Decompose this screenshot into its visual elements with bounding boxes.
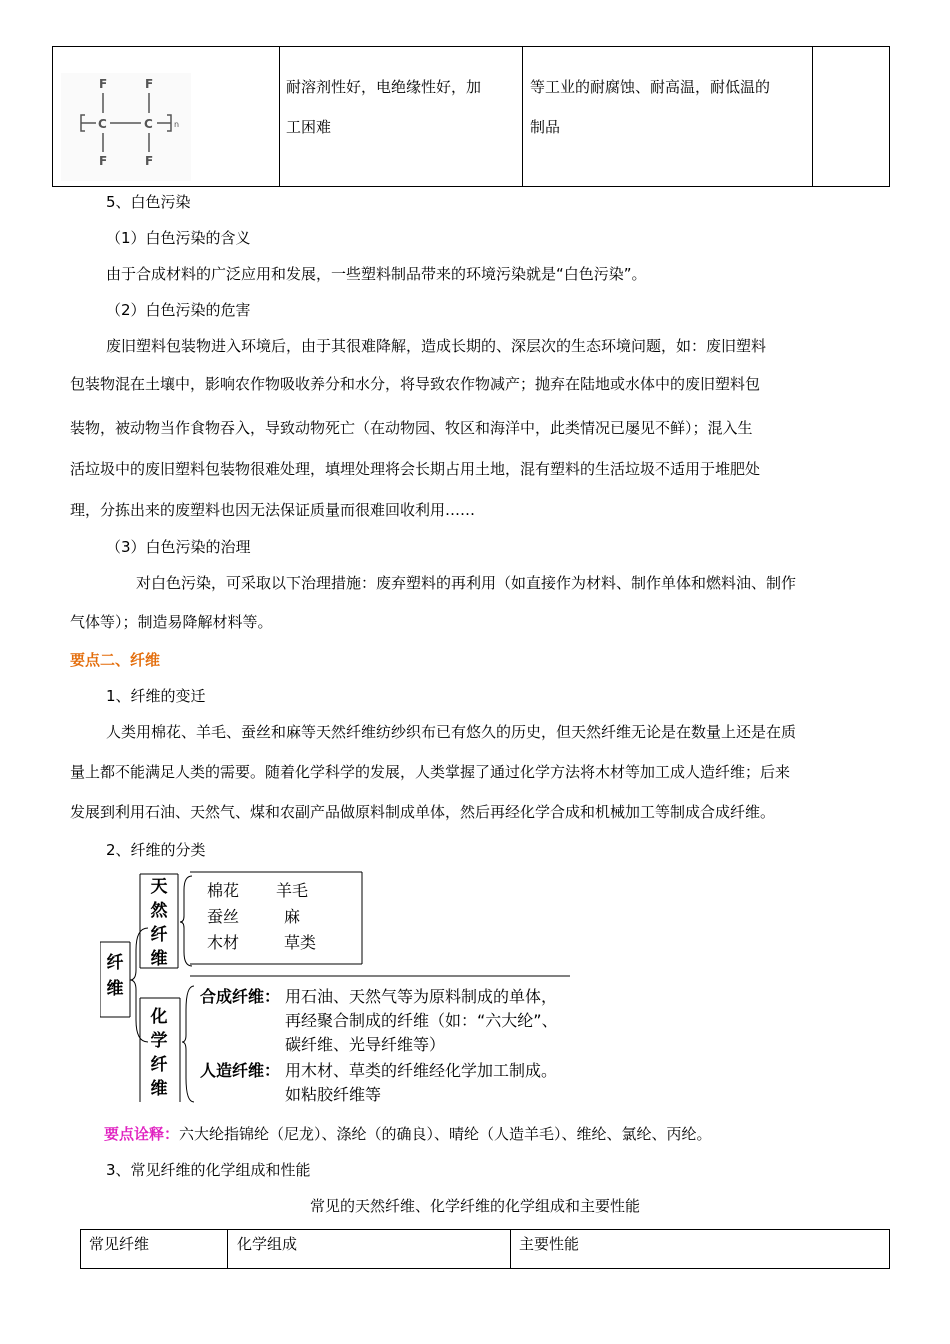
natural-item-1b: 羊毛: [276, 881, 309, 900]
fiber-table: [80, 1229, 890, 1269]
chemical-char-2: 学: [150, 1031, 168, 1051]
section5-p2-line-5: 理，分拣出来的废塑料也因无法保证质量而很难回收利用……: [70, 501, 476, 519]
atom-c-right: C: [144, 117, 153, 131]
natural-item-3a: 木材: [207, 933, 240, 952]
root-char-2: 维: [106, 979, 124, 999]
note-text: 六大纶指锦纶（尼龙）、涤纶（的确良）、晴纶（人造羊毛）、维纶、氯纶、丙纶。: [179, 1125, 712, 1143]
section5-p2-line-4: 活垃圾中的废旧塑料包装物很难处理，填埋处理将会长期占用土地，混有塑料的生活垃圾不适用于堆肥处: [70, 460, 761, 478]
natural-item-3b: 草类: [284, 933, 317, 952]
section5-p3-line-1: 对白色污染，可采取以下治理措施：废弃塑料的再利用（如直接作为材料、制作单体和燃料油、制作: [136, 574, 797, 592]
chemical-char-4: 维: [150, 1079, 168, 1099]
table-caption: 常见的天然纤维、化学纤维的化学组成和主要性能: [309, 1197, 640, 1215]
subscript-n: n: [174, 120, 180, 129]
natural-item-2a: 蚕丝: [207, 907, 240, 926]
point2-p1-line-2: 量上都不能满足人类的需要。随着化学科学的发展，人类掌握了通过化学方法将木材等加工成人造纤维；后来: [70, 763, 791, 781]
natural-item-2b: 麻: [284, 907, 301, 926]
uses-line-1: 等工业的耐腐蚀、耐高温，耐低温的: [530, 78, 771, 96]
natural-char-3: 纤: [150, 925, 168, 945]
artificial-line-1: 用木材、草类的纤维经化学加工制成。: [285, 1061, 558, 1080]
table-header-fiber: 常见纤维: [89, 1235, 150, 1253]
atom-f-bottom-left: F: [99, 154, 108, 168]
atom-f-bottom-right: F: [145, 154, 154, 168]
synthetic-line-1: 用石油、天然气等为原料制成的单体，: [285, 987, 558, 1006]
natural-char-1: 天: [150, 877, 168, 897]
properties-line-1: 耐溶剂性好，电绝缘性好，加: [286, 78, 482, 96]
synthetic-line-2: 再经聚合制成的纤维（如：“六大纶”、: [285, 1011, 558, 1030]
note: [104, 1124, 712, 1144]
point2-p1-line-3: 发展到利用石油、天然气、煤和农副产品做原料制成单体，然后再经化学合成和机械加工等制成合成纤维。: [70, 803, 776, 821]
natural-char-4: 维: [150, 949, 168, 969]
atom-f-top-left: F: [99, 77, 108, 91]
properties-line-2: 工困难: [286, 118, 332, 136]
natural-char-2: 然: [150, 901, 168, 921]
section5-sub1: （1）白色污染的含义: [106, 229, 251, 247]
artificial-line-2: 如粘胶纤维等: [285, 1085, 382, 1104]
fiber-classification-diagram: [100, 870, 580, 1110]
section5-p2-line-1: 废旧塑料包装物进入环境后，由于其很难降解，造成长期的、深层次的生态环境问题，如：废旧塑料: [106, 337, 767, 355]
uses-line-2: 制品: [530, 118, 561, 136]
section5-p3-line-2: 气体等）；制造易降解材料等。: [70, 613, 273, 631]
atom-c-left: C: [98, 117, 107, 131]
section5-p2-line-3: 装物，被动物当作食物吞入，导致动物死亡（在动物园、牧区和海洋中，此类情况已屡见不鲜）；混入生: [70, 419, 753, 437]
point2-sub1: 1、纤维的变迁: [106, 687, 206, 705]
point2-heading: 要点二、纤维: [70, 651, 161, 669]
point2-p1-line-1: 人类用棉花、羊毛、蚕丝和麻等天然纤维纺纱织布已有悠久的历史，但天然纤维无论是在数量上还是在质: [106, 723, 797, 741]
point2-sub2: 2、纤维的分类: [106, 841, 206, 859]
note-label: 要点诠释：: [104, 1125, 180, 1143]
section3-heading: 3、常见纤维的化学组成和性能: [106, 1161, 311, 1179]
table-header-properties: 主要性能: [519, 1235, 580, 1253]
artificial-label: 人造纤维：: [200, 1061, 281, 1080]
table-header-composition: 化学组成: [237, 1235, 298, 1253]
section5-sub2: （2）白色污染的危害: [106, 301, 251, 319]
ptfe-structure-image: [61, 73, 191, 181]
section5-sub3: （3）白色污染的治理: [106, 538, 251, 556]
synthetic-line-3: 碳纤维、光导纤维等）: [285, 1035, 446, 1054]
root-char-1: 纤: [106, 953, 124, 973]
section5-p1: 由于合成材料的广泛应用和发展，一些塑料制品带来的环境污染就是“白色污染”。: [106, 265, 647, 283]
natural-item-1a: 棉花: [207, 881, 240, 900]
section5-p2-line-2: 包装物混在土壤中，影响农作物吸收养分和水分，将导致农作物减产；抛弃在陆地或水体中的废旧塑料包: [70, 375, 761, 393]
top-table: [52, 46, 890, 187]
chemical-char-3: 纤: [150, 1055, 168, 1075]
chemical-char-1: 化: [150, 1007, 168, 1027]
section5-heading: 5、白色污染: [106, 193, 191, 211]
atom-f-top-right: F: [145, 77, 154, 91]
synthetic-label: 合成纤维：: [200, 987, 281, 1006]
